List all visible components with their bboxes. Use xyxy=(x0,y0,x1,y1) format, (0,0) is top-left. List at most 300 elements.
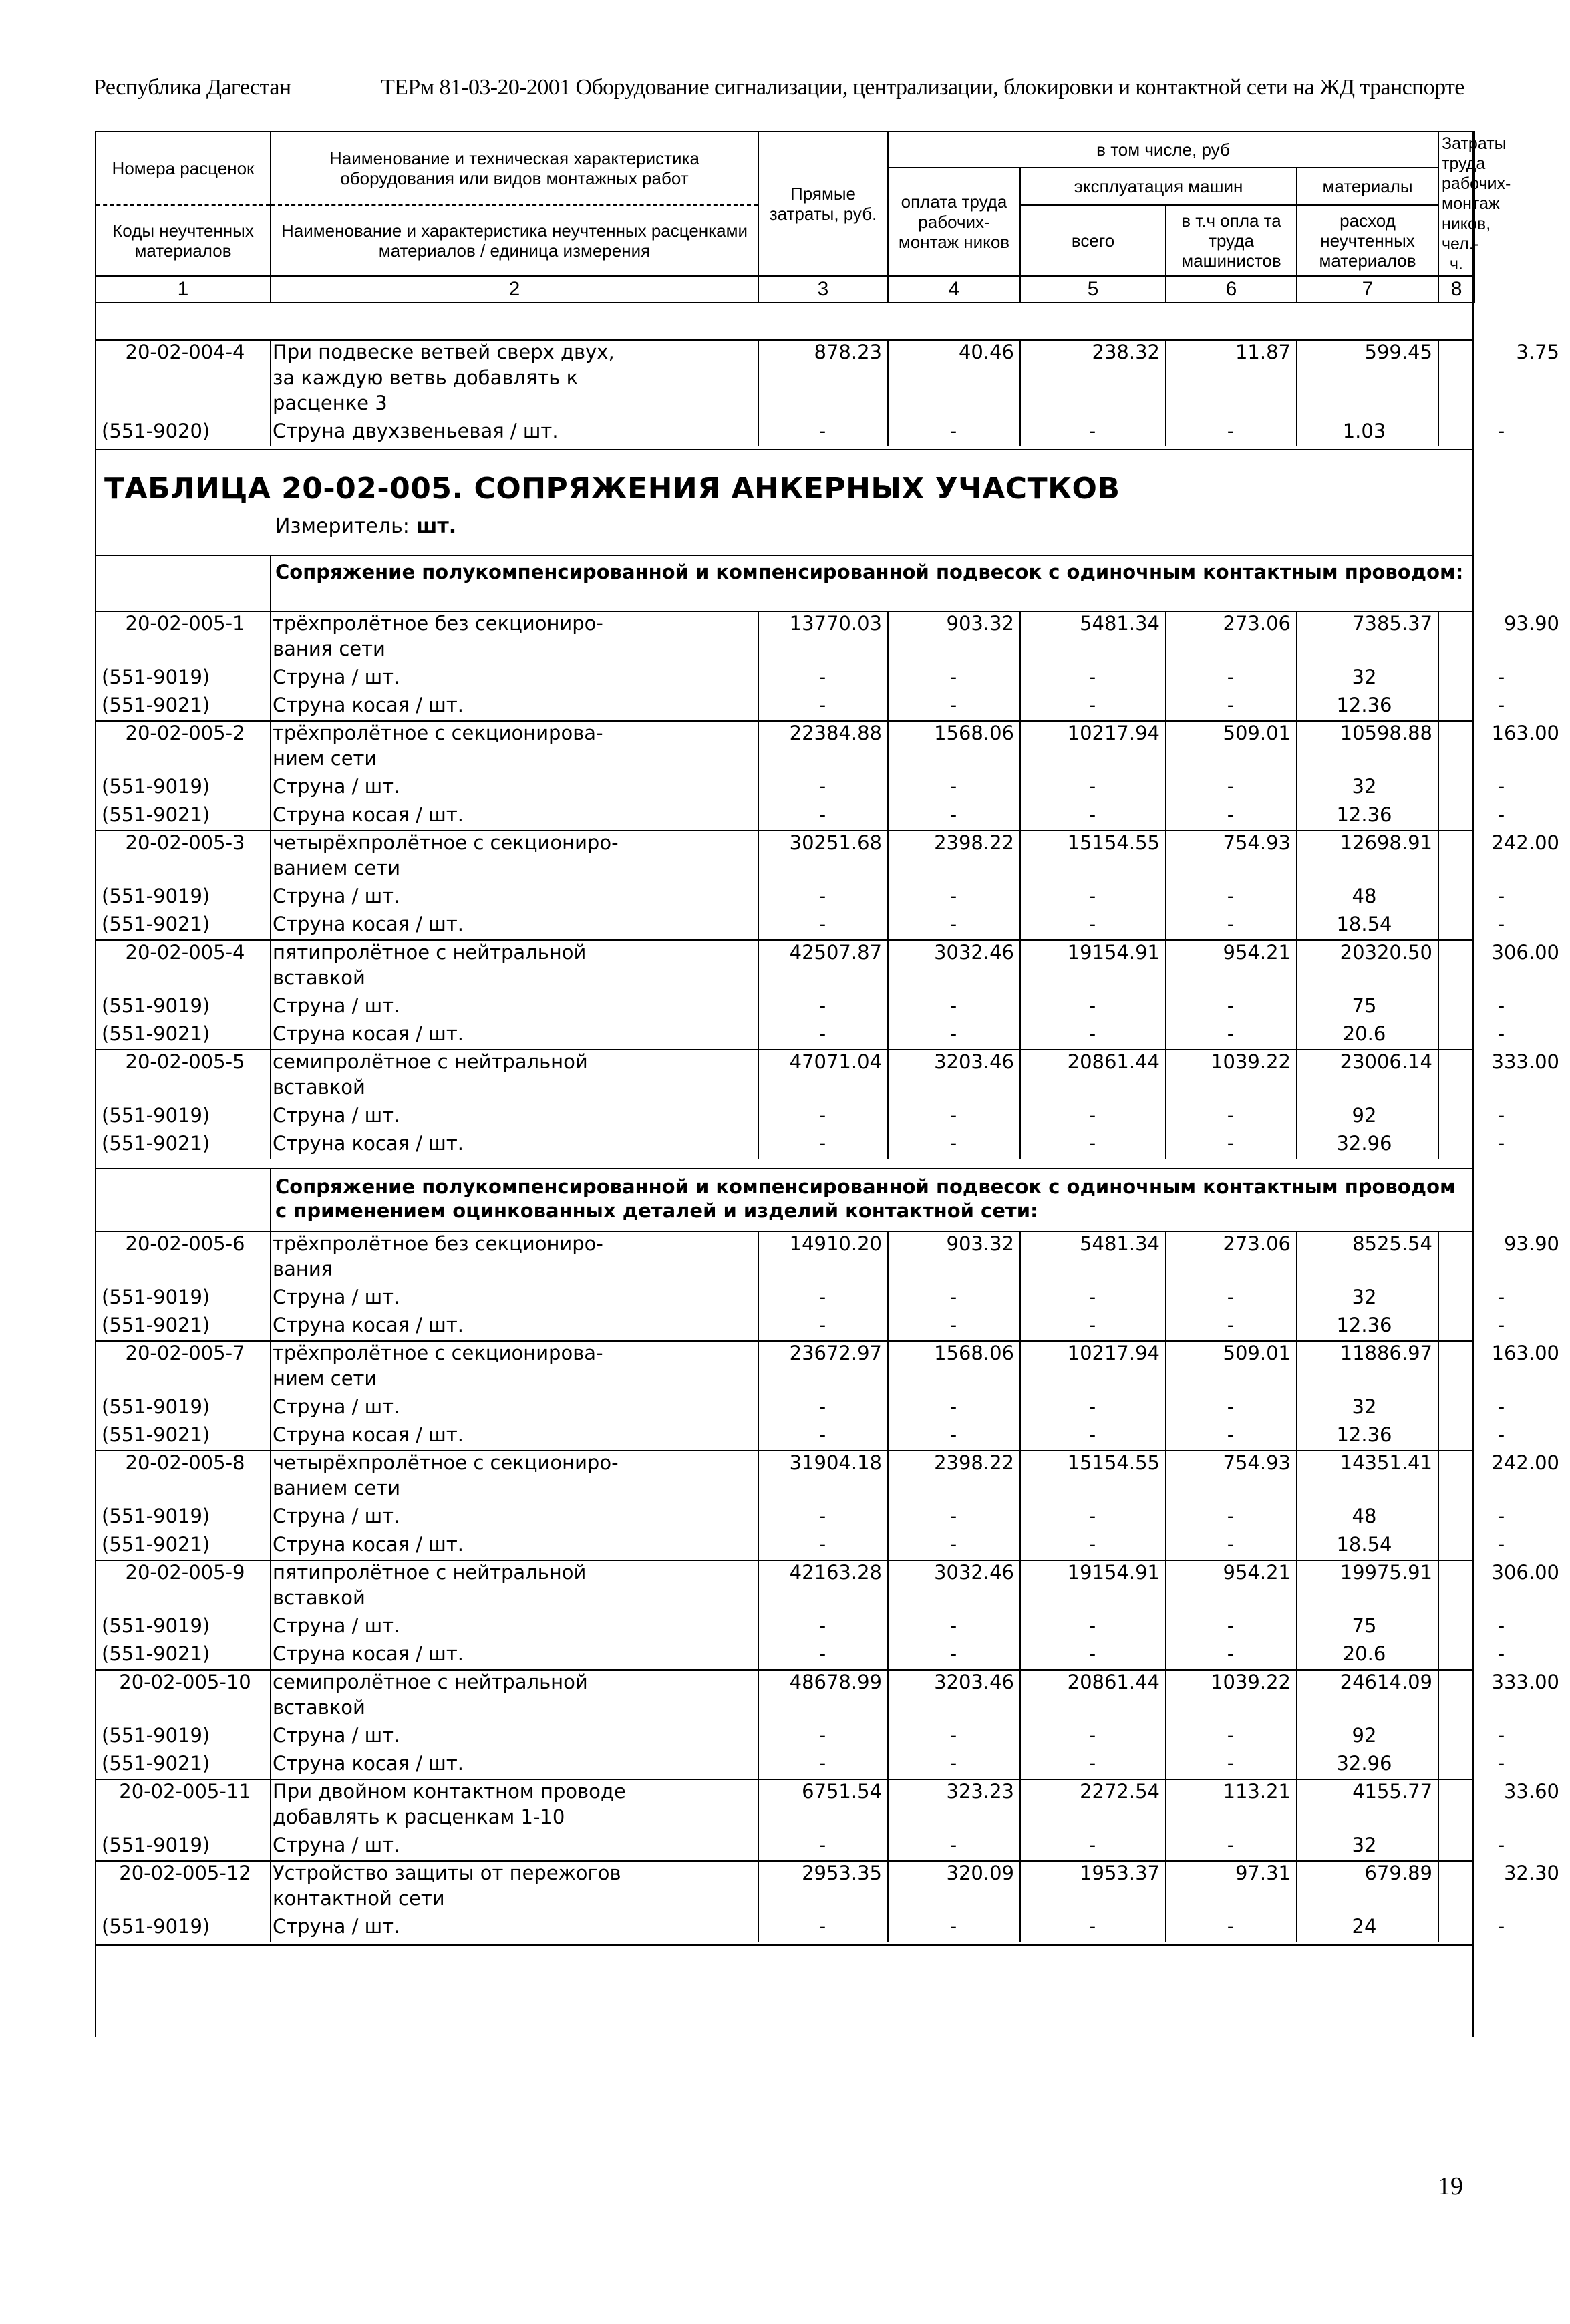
column-divider xyxy=(1019,692,1021,720)
table-row xyxy=(95,1779,1559,1832)
row-name-line: Устройство защиты от пережогов xyxy=(273,1862,621,1884)
row-value: - xyxy=(818,1752,826,1775)
row-divider xyxy=(95,1779,1474,1780)
column-divider xyxy=(270,720,271,774)
column-divider xyxy=(1019,802,1021,830)
row-value: 20861.44 xyxy=(1067,1671,1160,1693)
column-divider xyxy=(270,1560,271,1613)
column-divider xyxy=(1165,611,1166,664)
row-value: 13770.03 xyxy=(789,612,882,635)
row-value: - xyxy=(1088,1423,1096,1446)
column-divider xyxy=(758,692,759,720)
row-value: - xyxy=(818,1724,826,1747)
column-divider xyxy=(887,883,889,911)
column-divider xyxy=(1165,1779,1166,1832)
row-name xyxy=(270,611,758,662)
row-value: 903.32 xyxy=(946,1232,1014,1255)
row-value: 32 xyxy=(1352,1286,1377,1308)
row-value: 33.60 xyxy=(1503,1780,1559,1803)
column-number: 4 xyxy=(888,276,1020,303)
material-row xyxy=(95,911,1505,939)
row-value: - xyxy=(1497,1505,1505,1528)
row-value: 18.54 xyxy=(1336,913,1392,935)
row-divider xyxy=(95,555,1474,556)
column-divider xyxy=(1019,1312,1021,1340)
row-name xyxy=(270,1103,758,1128)
row-value: 238.32 xyxy=(1092,341,1160,364)
row-value: 1568.06 xyxy=(934,722,1014,744)
row-value: - xyxy=(1227,1642,1235,1665)
column-divider xyxy=(758,802,759,830)
column-divider xyxy=(270,664,271,692)
row-divider xyxy=(95,1450,1474,1451)
row-value: 306.00 xyxy=(1491,941,1559,964)
column-divider xyxy=(887,774,889,802)
column-divider xyxy=(1296,1723,1297,1751)
material-row xyxy=(95,692,1505,720)
column-divider xyxy=(758,1312,759,1340)
row-name xyxy=(270,1860,758,1911)
row-value: - xyxy=(949,694,957,716)
row-value: 509.01 xyxy=(1223,1342,1291,1364)
row-value: 599.45 xyxy=(1364,341,1432,364)
column-divider xyxy=(1165,1860,1166,1914)
column-divider xyxy=(887,1049,889,1103)
column-divider xyxy=(1438,911,1439,939)
column-divider xyxy=(1438,1231,1439,1284)
column-divider xyxy=(1165,1284,1166,1312)
row-value: - xyxy=(1088,1395,1096,1418)
row-value: - xyxy=(949,1724,957,1747)
column-divider xyxy=(1438,1641,1439,1669)
column-divider xyxy=(270,1751,271,1779)
row-divider xyxy=(95,1860,1474,1862)
row-name-line: нием сети xyxy=(273,747,377,770)
row-value: - xyxy=(1227,1286,1235,1308)
column-divider xyxy=(1019,993,1021,1021)
row-value: 20861.44 xyxy=(1067,1050,1160,1073)
row-name-line: Струна косая / шт. xyxy=(273,1642,464,1665)
row-divider xyxy=(95,1560,1474,1561)
row-name-line: вставкой xyxy=(273,1076,365,1099)
row-code: 20-02-005-10 xyxy=(119,1671,251,1693)
column-divider xyxy=(1296,1779,1297,1832)
material-row xyxy=(95,1641,1505,1669)
column-divider xyxy=(270,883,271,911)
column-divider xyxy=(270,1049,271,1103)
column-divider xyxy=(1019,1503,1021,1532)
row-code: (551-9019) xyxy=(102,1505,210,1528)
col5-group-header: эксплуатация машин xyxy=(1020,168,1297,205)
row-value: 903.32 xyxy=(946,612,1014,635)
row-value: - xyxy=(949,1834,957,1856)
row-name-line: пятипролётное с нейтральной xyxy=(273,1561,587,1584)
column-divider xyxy=(270,1312,271,1340)
column-divider xyxy=(1019,1832,1021,1860)
row-value: - xyxy=(1088,1642,1096,1665)
column-divider xyxy=(887,1021,889,1049)
row-value: 47071.04 xyxy=(789,1050,882,1073)
row-code: (551-9019) xyxy=(102,1834,210,1856)
row-value: 1953.37 xyxy=(1080,1862,1160,1884)
column-divider xyxy=(270,1723,271,1751)
column-divider xyxy=(887,1669,889,1723)
row-name-line: Струна косая / шт. xyxy=(273,1132,464,1155)
row-value: 32.96 xyxy=(1336,1752,1392,1775)
row-value: - xyxy=(1497,994,1505,1017)
row-name-line: за каждую ветвь добавлять к xyxy=(273,366,579,389)
column-divider xyxy=(758,1560,759,1613)
column-divider xyxy=(758,774,759,802)
row-value: 19975.91 xyxy=(1340,1561,1432,1584)
row-name-line: трёхпролётное с секционирова- xyxy=(273,722,603,744)
row-value: - xyxy=(1227,994,1235,1017)
row-value: 48 xyxy=(1352,1505,1377,1528)
column-divider xyxy=(1165,939,1166,993)
row-divider xyxy=(95,449,1474,450)
row-name-line: вания сети xyxy=(273,637,385,660)
column-divider xyxy=(758,1723,759,1751)
row-name-line: Струна косая / шт. xyxy=(273,694,464,716)
column-divider xyxy=(270,1284,271,1312)
column-divider xyxy=(1019,1560,1021,1613)
row-value: 1039.22 xyxy=(1211,1671,1291,1693)
row-value: 163.00 xyxy=(1491,722,1559,744)
row-value: - xyxy=(1497,913,1505,935)
row-value: - xyxy=(818,1533,826,1556)
row-name-line: вания xyxy=(273,1258,333,1280)
row-value: - xyxy=(1088,1104,1096,1127)
row-value: 11886.97 xyxy=(1340,1342,1432,1364)
col7-group-header: материалы xyxy=(1297,168,1438,205)
row-name xyxy=(270,1422,758,1447)
column-divider xyxy=(270,911,271,939)
row-code: 20-02-005-12 xyxy=(119,1862,251,1884)
row-value: - xyxy=(1497,1834,1505,1856)
row-divider xyxy=(95,720,1474,722)
region-label: Республика Дагестан xyxy=(94,75,291,100)
row-value: 12.36 xyxy=(1336,803,1392,826)
row-value: 14910.20 xyxy=(789,1232,882,1255)
column-divider xyxy=(1019,664,1021,692)
row-value: 320.09 xyxy=(946,1862,1014,1884)
row-name xyxy=(270,1284,758,1310)
row-value: 679.89 xyxy=(1364,1862,1432,1884)
row-value: 32 xyxy=(1352,775,1377,798)
material-row xyxy=(95,1613,1505,1641)
row-divider xyxy=(95,1168,1474,1169)
row-code: 20-02-005-3 xyxy=(125,831,245,854)
column-divider xyxy=(1438,1669,1439,1723)
column-divider xyxy=(1438,1394,1439,1422)
row-value: - xyxy=(1227,1022,1235,1045)
material-row xyxy=(95,1284,1505,1312)
row-name-line: семипролётное с нейтральной xyxy=(273,1050,588,1073)
row-value: - xyxy=(818,1505,826,1528)
row-value: 18.54 xyxy=(1336,1533,1392,1556)
column-divider xyxy=(758,1779,759,1832)
column-divider xyxy=(270,1669,271,1723)
column-divider xyxy=(887,692,889,720)
row-name-line: четырёхпролётное с секциониро- xyxy=(273,1451,619,1474)
row-divider xyxy=(95,1669,1474,1671)
column-divider xyxy=(1296,911,1297,939)
row-name-line: контактной сети xyxy=(273,1887,445,1910)
row-value: - xyxy=(1497,1724,1505,1747)
column-divider xyxy=(1019,611,1021,664)
row-value: - xyxy=(1088,1834,1096,1856)
column-divider xyxy=(887,339,889,418)
column-number: 5 xyxy=(1020,276,1166,303)
column-divider xyxy=(1165,1394,1166,1422)
row-value: - xyxy=(1088,913,1096,935)
row-value: - xyxy=(1088,994,1096,1017)
row-value: - xyxy=(949,1104,957,1127)
row-value: - xyxy=(1227,1915,1235,1938)
section-heading: Сопряжение полукомпенсированной и компенсированной подвесок с одиночным контактным проводом: xyxy=(275,561,1464,583)
row-value: 3203.46 xyxy=(934,1671,1014,1693)
row-value: - xyxy=(949,666,957,688)
row-value: 2272.54 xyxy=(1080,1780,1160,1803)
column-divider xyxy=(887,418,889,446)
column-divider xyxy=(1438,1532,1439,1560)
row-code: 20-02-005-8 xyxy=(125,1451,245,1474)
column-divider xyxy=(270,1021,271,1049)
column-divider xyxy=(887,911,889,939)
row-value: - xyxy=(818,1104,826,1127)
column-divider xyxy=(1165,1312,1166,1340)
column-divider xyxy=(1296,1641,1297,1669)
column-divider xyxy=(1019,774,1021,802)
row-value: - xyxy=(1497,1423,1505,1446)
column-divider xyxy=(1296,1422,1297,1450)
row-name-line: вставкой xyxy=(273,1586,365,1609)
column-divider xyxy=(1296,1613,1297,1641)
col4-header: оплата труда рабочих-монтаж ников xyxy=(888,168,1020,276)
table-row xyxy=(95,1669,1559,1723)
row-value: 97.31 xyxy=(1235,1862,1291,1884)
column-divider xyxy=(1438,774,1439,802)
row-code: 20-02-005-9 xyxy=(125,1561,245,1584)
row-value: 19154.91 xyxy=(1067,941,1160,964)
row-name xyxy=(270,802,758,827)
row-value: 75 xyxy=(1352,1614,1377,1637)
column-divider xyxy=(1165,1049,1166,1103)
row-value: 8525.54 xyxy=(1352,1232,1432,1255)
column-divider xyxy=(887,611,889,664)
column-divider xyxy=(887,664,889,692)
row-value: - xyxy=(1088,1724,1096,1747)
row-divider xyxy=(95,1340,1474,1342)
row-code: (551-9021) xyxy=(102,1642,210,1665)
row-value: - xyxy=(1088,1132,1096,1155)
row-value: 2398.22 xyxy=(934,831,1014,854)
row-value: - xyxy=(818,666,826,688)
row-value: 42507.87 xyxy=(789,941,882,964)
row-value: 7385.37 xyxy=(1352,612,1432,635)
row-value: 754.93 xyxy=(1223,1451,1291,1474)
row-value: - xyxy=(1497,1614,1505,1637)
col1-header-top: Номера расценок xyxy=(96,132,271,205)
column-number: 8 xyxy=(1438,276,1474,303)
row-value: - xyxy=(1227,666,1235,688)
row-value: - xyxy=(1497,803,1505,826)
row-value: - xyxy=(1497,666,1505,688)
table-row xyxy=(95,939,1559,993)
column-divider xyxy=(887,802,889,830)
column-divider xyxy=(758,1021,759,1049)
row-value: - xyxy=(818,1423,826,1446)
column-divider xyxy=(1296,1860,1297,1914)
material-row xyxy=(95,1503,1505,1532)
row-value: - xyxy=(1088,694,1096,716)
row-value: - xyxy=(949,775,957,798)
column-divider xyxy=(758,993,759,1021)
column-divider xyxy=(887,1394,889,1422)
column-divider xyxy=(1296,1103,1297,1131)
column-divider xyxy=(1165,339,1166,418)
row-value: - xyxy=(1088,775,1096,798)
row-value: 509.01 xyxy=(1223,722,1291,744)
row-name-line: семипролётное с нейтральной xyxy=(273,1671,588,1693)
row-name xyxy=(270,883,758,909)
row-name xyxy=(270,1723,758,1748)
material-row xyxy=(95,1021,1505,1049)
row-value: 5481.34 xyxy=(1080,1232,1160,1255)
row-name xyxy=(270,720,758,771)
col2-header-top: Наименование и техническая характеристика оборудования или видов монтажных работ xyxy=(271,132,758,205)
row-value: - xyxy=(1497,1915,1505,1938)
column-divider xyxy=(270,1503,271,1532)
row-value: - xyxy=(949,1915,957,1938)
row-value: - xyxy=(1088,1533,1096,1556)
row-code: (551-9019) xyxy=(102,1286,210,1308)
row-name-line: вставкой xyxy=(273,1696,365,1719)
column-divider xyxy=(270,1832,271,1860)
row-value: 32.96 xyxy=(1336,1132,1392,1155)
column-divider xyxy=(1019,1049,1021,1103)
row-value: 1.03 xyxy=(1342,420,1386,442)
row-name xyxy=(270,1832,758,1858)
row-value: 1568.06 xyxy=(934,1342,1014,1364)
column-divider xyxy=(1019,883,1021,911)
row-value: 878.23 xyxy=(814,341,882,364)
column-divider xyxy=(1019,939,1021,993)
column-divider xyxy=(887,939,889,993)
column-divider xyxy=(1165,1340,1166,1394)
column-divider xyxy=(1019,1914,1021,1942)
column-divider xyxy=(758,1532,759,1560)
column-divider xyxy=(887,1312,889,1340)
row-name xyxy=(270,1394,758,1419)
row-name-line: нием сети xyxy=(273,1367,377,1390)
column-divider xyxy=(758,830,759,883)
column-divider xyxy=(1019,1284,1021,1312)
row-name-line: добавлять к расценкам 1-10 xyxy=(273,1805,565,1828)
column-divider xyxy=(1019,1860,1021,1914)
row-name xyxy=(270,1021,758,1046)
column-divider xyxy=(1296,1021,1297,1049)
column-divider xyxy=(1438,883,1439,911)
meter-unit: шт. xyxy=(416,515,457,538)
column-divider xyxy=(758,1860,759,1914)
column-divider xyxy=(1165,1669,1166,1723)
row-name-line: Струна / шт. xyxy=(273,1505,400,1528)
column-divider xyxy=(270,1914,271,1942)
row-name-line: Струна косая / шт. xyxy=(273,1314,464,1336)
column-divider xyxy=(1019,1394,1021,1422)
column-divider xyxy=(1438,1723,1439,1751)
column-divider xyxy=(1019,911,1021,939)
column-divider xyxy=(1296,1532,1297,1560)
row-name-line: При подвеске ветвей сверх двух, xyxy=(273,341,615,364)
row-value: 42163.28 xyxy=(789,1561,882,1584)
column-number: 6 xyxy=(1166,276,1297,303)
row-name xyxy=(270,911,758,937)
column-divider xyxy=(1296,1914,1297,1942)
column-divider xyxy=(1438,418,1439,446)
row-name xyxy=(270,774,758,799)
column-divider xyxy=(1296,993,1297,1021)
row-code: (551-9021) xyxy=(102,803,210,826)
table-row xyxy=(95,339,1559,418)
row-divider xyxy=(95,339,1474,341)
column-divider xyxy=(887,1914,889,1942)
column-divider xyxy=(758,339,759,418)
column-divider xyxy=(1019,1723,1021,1751)
row-name-line: Струна / шт. xyxy=(273,994,400,1017)
row-name xyxy=(270,1560,758,1610)
column-divider xyxy=(1438,1422,1439,1450)
column-divider xyxy=(1296,1450,1297,1503)
row-value: 954.21 xyxy=(1223,941,1291,964)
column-divider xyxy=(270,418,271,446)
table-row xyxy=(95,1560,1559,1613)
row-value: 113.21 xyxy=(1223,1780,1291,1803)
row-value: - xyxy=(1227,1104,1235,1127)
row-name-line: расценке 3 xyxy=(273,392,387,414)
row-value: - xyxy=(949,1022,957,1045)
row-value: - xyxy=(1227,420,1235,442)
row-name-line: Струна косая / шт. xyxy=(273,1752,464,1775)
row-value: - xyxy=(949,1533,957,1556)
row-name-line: Струна / шт. xyxy=(273,1286,400,1308)
column-divider xyxy=(1296,339,1297,418)
page-number: 19 xyxy=(1438,2172,1463,2200)
row-value: - xyxy=(818,420,826,442)
column-divider xyxy=(1019,720,1021,774)
row-value: 10598.88 xyxy=(1340,722,1432,744)
row-name-line: Струна / шт. xyxy=(273,1614,400,1637)
column-divider xyxy=(1165,418,1166,446)
row-name xyxy=(270,1669,758,1720)
column-divider xyxy=(270,692,271,720)
row-value: - xyxy=(949,803,957,826)
row-value: 75 xyxy=(1352,994,1377,1017)
column-divider xyxy=(1165,1231,1166,1284)
column-divider xyxy=(1165,774,1166,802)
column-divider xyxy=(758,1751,759,1779)
row-divider xyxy=(95,830,1474,831)
column-divider xyxy=(1019,418,1021,446)
column-divider xyxy=(758,1914,759,1942)
row-value: 32 xyxy=(1352,1395,1377,1418)
column-divider xyxy=(1296,1231,1297,1284)
row-value: - xyxy=(949,1752,957,1775)
row-value: 1039.22 xyxy=(1211,1050,1291,1073)
table-row xyxy=(95,1231,1559,1284)
row-divider xyxy=(95,611,1474,612)
